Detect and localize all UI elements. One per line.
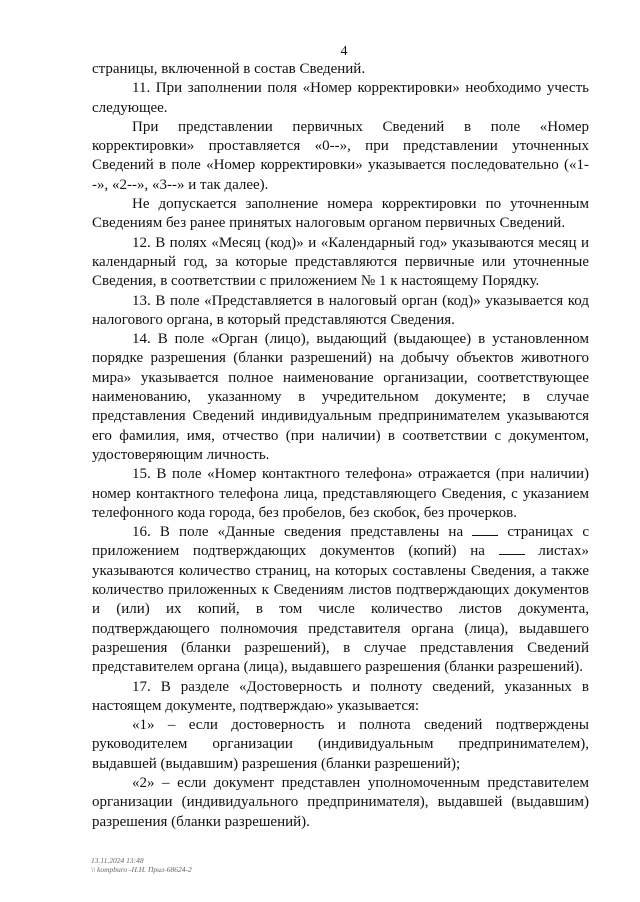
- footer-stamp: [91, 857, 192, 874]
- paragraph: 14. В поле «Орган (лицо), выдающий (выдающее) в установленном порядке разрешения (бланки разрешений) на добычу объектов животного мира» указывается полное наименование организации, соответствующее наименованию, указанному в учредительном документе; в случае представления Сведений индивидуальным предпринимателем указываются его фамилия, имя, отчество (при наличии) в соответствии с документом, удостоверяющим личность.: [92, 331, 589, 463]
- paragraph-16-part1: 16. В поле «Данные сведения представлены на: [132, 524, 473, 541]
- page-number: 4: [340, 44, 348, 59]
- paragraph: 15. В поле «Номер контактного телефона» отражается (при наличии) номер контактного телефона лица, представляющего Сведения, с указанием телефонного кода города, без пробелов, без скобок, без прочерков.: [92, 466, 589, 521]
- document-body: [92, 60, 589, 832]
- paragraph: страницы, включенной в состав Сведений.: [92, 61, 366, 77]
- blank-line: [472, 523, 498, 536]
- paragraph-16: [92, 523, 589, 677]
- footer-timestamp: 13.11.2024 13:48: [91, 856, 144, 865]
- paragraph: «2» – если документ представлен уполномоченным представителем организации (индивидуального предпринимателя), выдавшей (выдавшим) разрешения (бланки разрешений).: [92, 774, 589, 830]
- paragraph: При представлении первичных Сведений в поле «Номер корректировки» проставляется «0--», при представлении уточненных Сведений в поле «Номер корректировки» указывается последовательно («1--», «2--», «3--» и так далее).: [92, 118, 589, 193]
- paragraph: 13. В поле «Представляется в налоговый орган (код)» указывается код налогового органа, в который представляются Сведения.: [92, 292, 589, 328]
- blank-line: [499, 542, 525, 555]
- paragraph-16-part3: листах» указываются количество страниц, на которых составлены Сведения, а также количество приложенных к Сведениям листов подтверждающих документов и (или) их копий, в том числе количество листов документа, подтверждающего полномочия представителя органа (лица), выдавшего разрешения (бланки разрешений), в случае представления Сведений представителем органа (лица), выдавшего разрешения (бланки разрешений).: [92, 543, 589, 676]
- paragraph-16-part2: страницах с приложением подтверждающих документов (копий) на: [92, 524, 590, 560]
- paragraph: Не допускается заполнение номера корректировки по уточненным Сведениям без ранее принятых налоговым органом первичных Сведений.: [92, 196, 589, 232]
- paragraph: 12. В полях «Месяц (код)» и «Календарный год» указываются месяц и календарный год, за которые представляются первичные или уточненные Сведения, в соответствии с приложением № 1 к настоящему Порядку.: [92, 234, 589, 290]
- footer-path: \\ kompburo -Н.Н. Прил-68624-2: [91, 864, 192, 874]
- paragraph: 17. В разделе «Достоверность и полноту сведений, указанных в настоящем документе, подтверждаю» указывается:: [92, 678, 589, 714]
- paragraph: 11. При заполнении поля «Номер корректировки» необходимо учесть следующее.: [92, 80, 589, 116]
- paragraph: «1» – если достоверность и полнота сведений подтверждены руководителем организации (индивидуальным предпринимателем), выдавшей (выдавшим) разрешения (бланки разрешений);: [92, 717, 589, 772]
